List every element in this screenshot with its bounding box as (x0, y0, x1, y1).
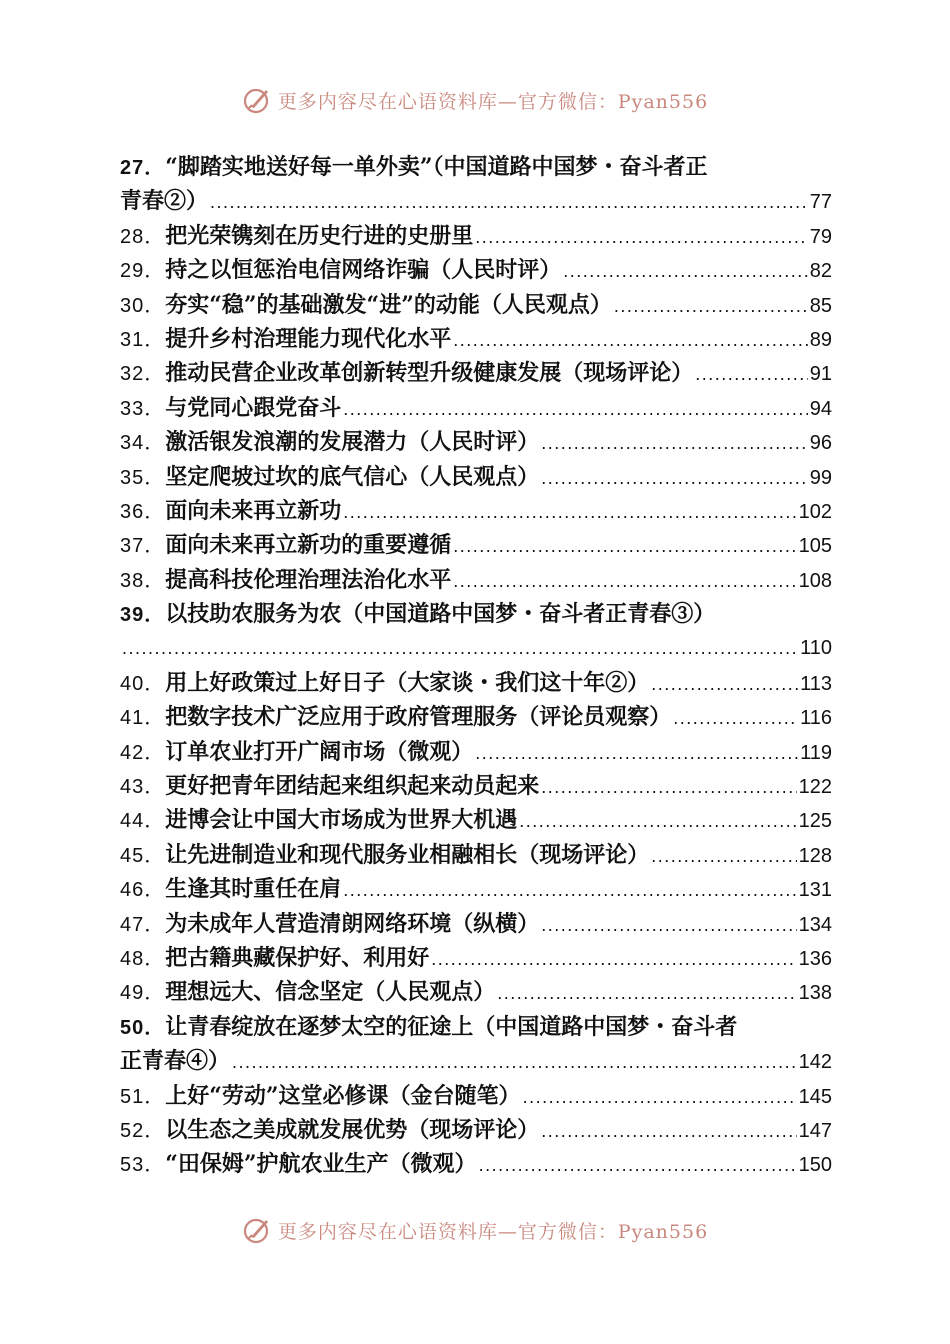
toc-entry-title: 推动民营企业改革创新转型升级健康发展（现场评论） (165, 360, 694, 387)
footer-watermark-text: 更多内容尽在心语资料库—官方微信：Pyan556 (277, 1220, 709, 1243)
toc-entry-number: 44． (120, 810, 166, 833)
toc-entry-number: 46． (120, 879, 166, 902)
toc-entry[interactable] (120, 494, 832, 528)
toc-entry-title-continued: 正青春④） (120, 1048, 231, 1075)
toc-entry-page: 138 (798, 982, 832, 1005)
dot-leader (343, 392, 807, 426)
toc-entry-number: 40． (120, 672, 166, 695)
toc-entry-number: 50． (120, 1016, 166, 1039)
toc-entry[interactable] (120, 907, 832, 941)
toc-entry-number: 34． (120, 432, 166, 455)
toc-entry-page: 142 (798, 1051, 832, 1074)
toc-entry-number: 27． (120, 157, 166, 179)
toc-entry-number: 45． (120, 844, 166, 867)
toc-entry-page: 134 (798, 913, 832, 936)
toc-entry-number: 37． (120, 535, 166, 558)
toc-entry[interactable] (120, 1113, 832, 1147)
dot-leader (497, 976, 796, 1010)
toc-entry[interactable] (120, 666, 832, 700)
toc-entry-number: 49． (120, 982, 166, 1005)
toc-entry[interactable] (120, 975, 832, 1009)
toc-entry-title: “脚踏实地送好每一单外卖”（中国道路中国梦・奋斗者正 (165, 154, 708, 180)
dot-leader (453, 529, 796, 563)
toc-entry-title: 让先进制造业和现代服务业相融相长（现场评论） (165, 841, 650, 868)
dot-leader (479, 1148, 797, 1182)
toc-entry-page: 147 (798, 1119, 832, 1142)
toc-entry-page: 99 (809, 466, 832, 489)
toc-entry[interactable] (120, 1079, 832, 1113)
toc-entry-title: 面向未来再立新功的重要遵循 (165, 532, 452, 559)
toc-entry[interactable] (120, 700, 832, 734)
header-watermark (0, 80, 950, 120)
dot-leader (541, 770, 796, 804)
toc-entry-page: 122 (798, 776, 832, 799)
toc-entry-title: 以生态之美成就发展优势（现场评论） (165, 1116, 540, 1143)
toc-entry[interactable] (120, 356, 832, 390)
toc-entry[interactable] (120, 941, 832, 975)
toc-entry-title: 激活银发浪潮的发展潜力（人民时评） (165, 429, 540, 456)
toc-entry[interactable] (120, 735, 832, 769)
toc-entry[interactable] (120, 391, 832, 425)
toc-entry-number: 30． (120, 294, 166, 317)
toc-entry-page: 102 (798, 500, 832, 523)
toc-entry-title: 以技助农服务为农（中国道路中国梦・奋斗者正青春③） (165, 601, 716, 628)
toc-entry-page: 128 (798, 844, 832, 867)
toc-entry[interactable] (120, 838, 832, 872)
toc-entry-title: 理想远大、信念坚定（人民观点） (165, 979, 496, 1006)
toc-entry-title: 把光荣镌刻在历史行进的史册里 (165, 222, 474, 249)
toc-entry-page: 131 (798, 879, 832, 902)
toc-entry[interactable] (120, 528, 832, 562)
toc-entry[interactable] (120, 322, 832, 356)
toc-entry-title: 面向未来再立新功 (165, 497, 342, 524)
toc-entry-page: 113 (800, 672, 832, 695)
toc-entry-page: 82 (809, 260, 832, 283)
dot-leader (453, 564, 796, 598)
dot-leader (541, 908, 796, 942)
dot-leader (122, 631, 798, 665)
toc-entry-number: 42． (120, 741, 166, 764)
toc-entry[interactable] (120, 425, 832, 459)
dot-leader (475, 736, 798, 770)
toc-entry-number: 31． (120, 328, 166, 351)
toc-entry-number: 35． (120, 466, 166, 489)
toc-entry-number: 33． (120, 397, 166, 420)
dot-leader (651, 667, 798, 701)
toc-entry[interactable] (120, 872, 832, 906)
quill-logo-icon (242, 1215, 272, 1245)
toc-entry-page: 105 (798, 535, 832, 558)
toc-entry-number: 53． (120, 1154, 166, 1177)
toc-entry-number: 41． (120, 707, 166, 730)
toc-entry-number: 38． (120, 569, 166, 592)
toc-entry[interactable] (120, 769, 832, 803)
toc-entry-page: 150 (798, 1154, 832, 1177)
toc-entry-number: 52． (120, 1119, 166, 1142)
toc-entry-title-continued: 青春②） (120, 188, 209, 215)
toc-entry-title: 进博会让中国大市场成为世界大机遇 (165, 807, 518, 834)
toc-entry-title: 让青春绽放在逐梦太空的征途上（中国道路中国梦・奋斗者 (165, 1013, 738, 1040)
toc-entry[interactable] (120, 460, 832, 494)
toc-entry-number: 47． (120, 913, 166, 936)
toc-entry-number: 36． (120, 500, 166, 523)
toc-entry-number: 39． (120, 604, 166, 627)
toc-entry-page: 110 (800, 637, 832, 660)
toc-entry[interactable] (120, 219, 832, 253)
toc-entry-title: 订单农业打开广阔市场（微观） (165, 738, 474, 765)
toc-entry-page: 125 (798, 810, 832, 833)
toc-entry[interactable] (120, 563, 832, 597)
dot-leader (232, 1045, 797, 1079)
toc-entry[interactable] (120, 803, 832, 837)
toc-entry-page: 89 (809, 328, 832, 351)
quill-logo-icon (242, 85, 272, 115)
dot-leader (343, 873, 796, 907)
toc-entry-page: 108 (798, 569, 832, 592)
dot-leader (519, 804, 796, 838)
header-watermark-text: 更多内容尽在心语资料库—官方微信：Pyan556 (277, 90, 709, 113)
toc-entry-page: 136 (798, 947, 832, 970)
toc-entry-title: 提高科技伦理治理法治化水平 (165, 566, 452, 593)
dot-leader (651, 839, 796, 873)
toc-entry-title: 把古籍典藏保护好、利用好 (165, 944, 430, 971)
toc-entry-title: 上好“劳动”这堂必修课（金台随笔） (165, 1082, 521, 1109)
toc-entry-title: 坚定爬坡过坎的底气信心（人民观点） (165, 463, 540, 490)
dot-leader (563, 254, 807, 288)
toc-entry-number: 32． (120, 363, 166, 386)
toc-entry-page: 94 (809, 397, 832, 420)
dot-leader (523, 1080, 797, 1114)
toc-entry[interactable] (120, 253, 832, 287)
footer-watermark (0, 1210, 950, 1250)
toc-entry-title: 把数字技术广泛应用于政府管理服务（评论员观察） (165, 704, 672, 731)
dot-leader (431, 942, 796, 976)
toc-entry-page: 79 (809, 225, 832, 248)
dot-leader (695, 357, 807, 391)
dot-leader (475, 220, 807, 254)
dot-leader (210, 185, 808, 219)
dot-leader (541, 426, 807, 460)
toc-entry-page: 116 (800, 707, 832, 730)
toc-entry-number: 28． (120, 225, 166, 248)
toc-entry-title: 为未成年人营造清朗网络环境（纵横） (165, 910, 540, 937)
toc-entry-number: 43． (120, 776, 166, 799)
toc-entry-page: 119 (800, 741, 832, 764)
toc-entry-page: 85 (809, 294, 832, 317)
dot-leader (541, 461, 807, 495)
dot-leader (673, 701, 798, 735)
toc-entry[interactable] (120, 597, 832, 666)
toc-entry-title: 提升乡村治理能力现代化水平 (165, 325, 452, 352)
toc-entry[interactable] (120, 288, 832, 322)
toc-entry-title: 更好把青年团结起来组织起来动员起来 (165, 773, 540, 800)
toc-entry-number: 48． (120, 947, 166, 970)
toc-entry-page: 77 (809, 191, 832, 214)
toc-entry-title: 持之以恒惩治电信网络诈骗（人民时评） (165, 257, 562, 284)
dot-leader (614, 289, 808, 323)
toc-entry-title: 用上好政策过上好日子（大家谈・我们这十年②） (165, 669, 650, 696)
dot-leader (343, 495, 796, 529)
toc-entry-title: 夯实“稳”的基础激发“进”的动能（人民观点） (165, 291, 612, 318)
toc-entry[interactable] (120, 1147, 832, 1181)
toc-entry-number: 51． (120, 1085, 166, 1108)
toc-entry-page: 96 (809, 432, 832, 455)
toc-entry-number: 29． (120, 260, 166, 283)
toc-entry-page: 91 (809, 363, 832, 386)
toc-entry-title: “田保姆”护航农业生产（微观） (165, 1151, 477, 1178)
table-of-contents (120, 150, 832, 1182)
toc-entry-title: 与党同心跟党奋斗 (165, 394, 342, 421)
dot-leader (453, 323, 807, 357)
toc-entry-page: 145 (798, 1085, 832, 1108)
dot-leader (541, 1114, 796, 1148)
toc-entry[interactable] (120, 150, 832, 219)
toc-entry-title: 生逢其时重任在肩 (165, 876, 342, 903)
toc-entry[interactable] (120, 1010, 832, 1079)
